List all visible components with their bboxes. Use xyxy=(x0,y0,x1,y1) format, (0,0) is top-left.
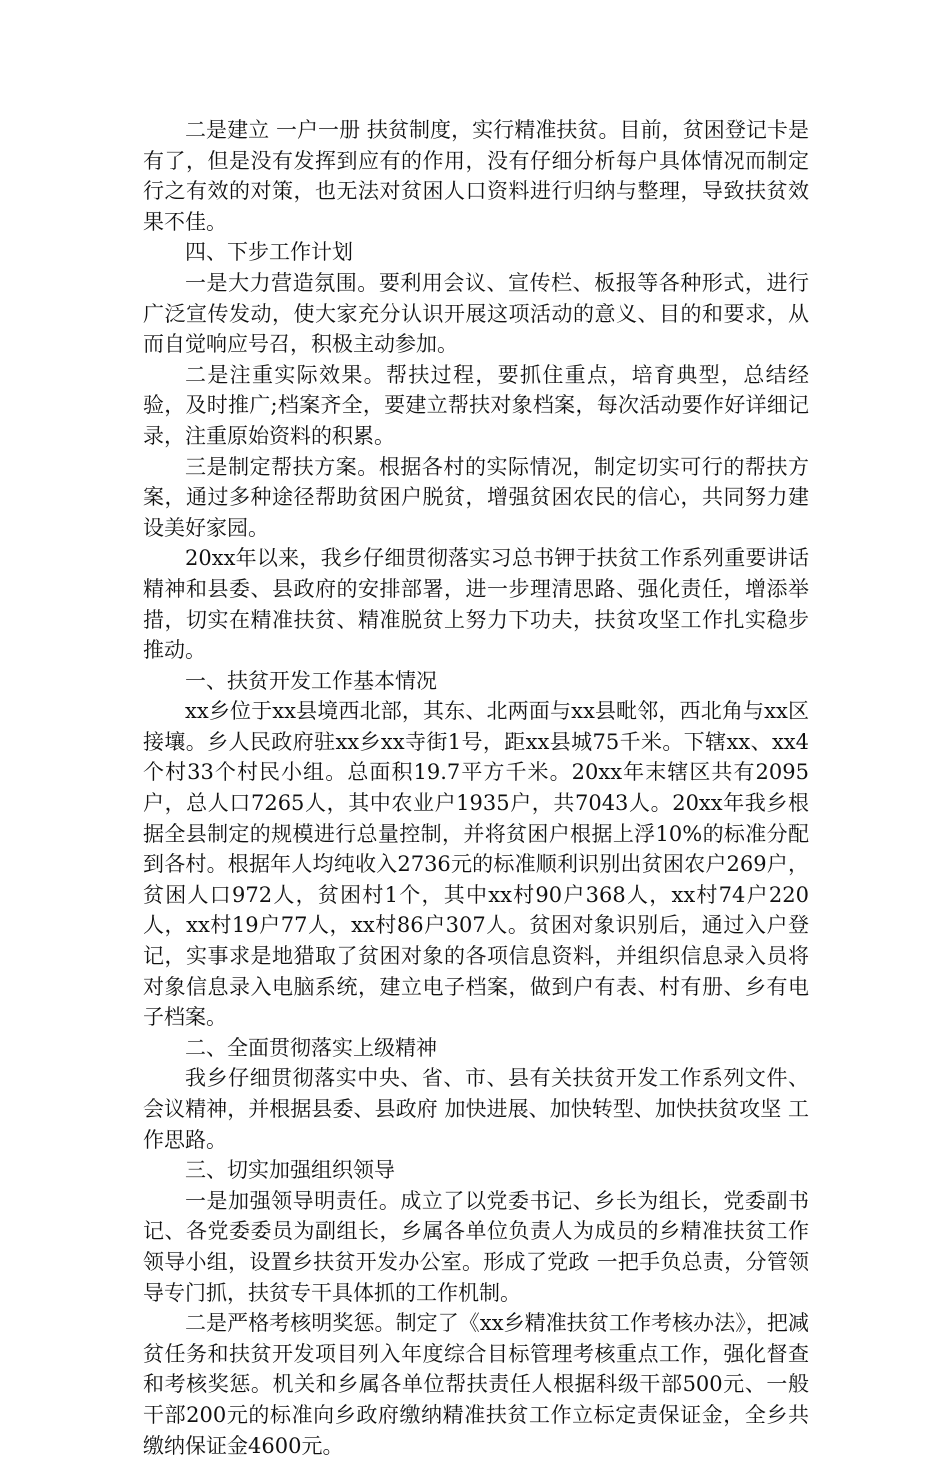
paragraph: 20xx年以来，我乡仔细贯彻落实习总书钾于扶贫工作系列重要讲话精神和县委、县政府的安排部署，进一步理清思路、强化责任，增添举措，切实在精准扶贫、精准脱贫上努力下功夫，扶贫攻坚工作扎实稳步推动。 xyxy=(143,546,809,663)
section-heading: 二、全面贯彻落实上级精神 xyxy=(185,1035,437,1060)
paragraph: 二是建立 一户一册 扶贫制度，实行精准扶贫。目前，贫困登记卡是有了，但是没有发挥到应有的作用，没有仔细分析每户具体情况而制定行之有效的对策，也无法对贫困人口资料进行归纳与整理，导致扶贫效果不佳。 xyxy=(143,118,809,234)
paragraph: 一是大力营造氛围。要利用会议、宣传栏、板报等各种形式，进行广泛宣传发动，使大家充分认识开展这项活动的意义、目的和要求，从而自觉响应号召，积极主动参加。 xyxy=(143,270,809,357)
paragraph: 一是加强领导明责任。成立了以党委书记、乡长为组长，党委副书记、各党委委员为副组长，乡属各单位负责人为成员的乡精准扶贫工作领导小组，设置乡扶贫开发办公室。形成了党政 一把手负总责，分管领导专门抓，扶贫专干具体抓的工作机制。 xyxy=(143,1188,809,1305)
document-page xyxy=(143,115,809,1461)
paragraph: xx乡位于xx县境西北部，其东、北两面与xx县毗邻，西北角与xx区接壤。乡人民政府驻xx乡xx寺街1号，距xx县城75千米。下辖xx、xx4个村33个村民小组。总面积19.7平方千米。20xx年末辖区共有2095户，总人口7265人，其中农业户1935户，共7043人。20xx年我乡根据全县制定的规模进行总量控制，并将贫困户根据上浮10%的标准分配到各村。根据年人均纯收入2736元的标准顺利识别出贫困农户269户，贫困人口972人，贫困村1个，其中xx村90户368人，xx村74户220人，xx村19户77人，xx村86户307人。贫困对象识别后，通过入户登记，实事求是地猎取了贫困对象的各项信息资料，并组织信息录入员将对象信息录入电脑系统，建立电子档案，做到户有表、村有册、乡有电子档案。 xyxy=(143,699,809,1030)
paragraph: 我乡仔细贯彻落实中央、省、市、县有关扶贫开发工作系列文件、会议精神，并根据县委、县政府 加快进展、加快转型、加快扶贫攻坚 工作思路。 xyxy=(143,1066,809,1152)
paragraph: 二是严格考核明奖惩。制定了《xx乡精准扶贫工作考核办法》，把减贫任务和扶贫开发项目列入年度综合目标管理考核重点工作，强化督查和考核奖惩。机关和乡属各单位帮扶责任人根据科级干部500元、一般干部200元的标准向乡政府缴纳精准扶贫工作立标定责保证金，全乡共缴纳保证金4600元。 xyxy=(143,1311,809,1458)
section-heading: 三、切实加强组织领导 xyxy=(185,1158,395,1183)
section-heading: 四、下步工作计划 xyxy=(185,240,353,265)
paragraph: 二是注重实际效果。帮扶过程，要抓住重点，培育典型，总结经验，及时推广;档案齐全，要建立帮扶对象档案，每次活动要作好详细记录，注重原始资料的积累。 xyxy=(143,362,809,448)
paragraph: 三是制定帮扶方案。根据各村的实际情况，制定切实可行的帮扶方案，通过多种途径帮助贫困户脱贫，增强贫困农民的信心，共同努力建设美好家园。 xyxy=(143,454,809,540)
section-heading: 一、扶贫开发工作基本情况 xyxy=(185,668,437,693)
